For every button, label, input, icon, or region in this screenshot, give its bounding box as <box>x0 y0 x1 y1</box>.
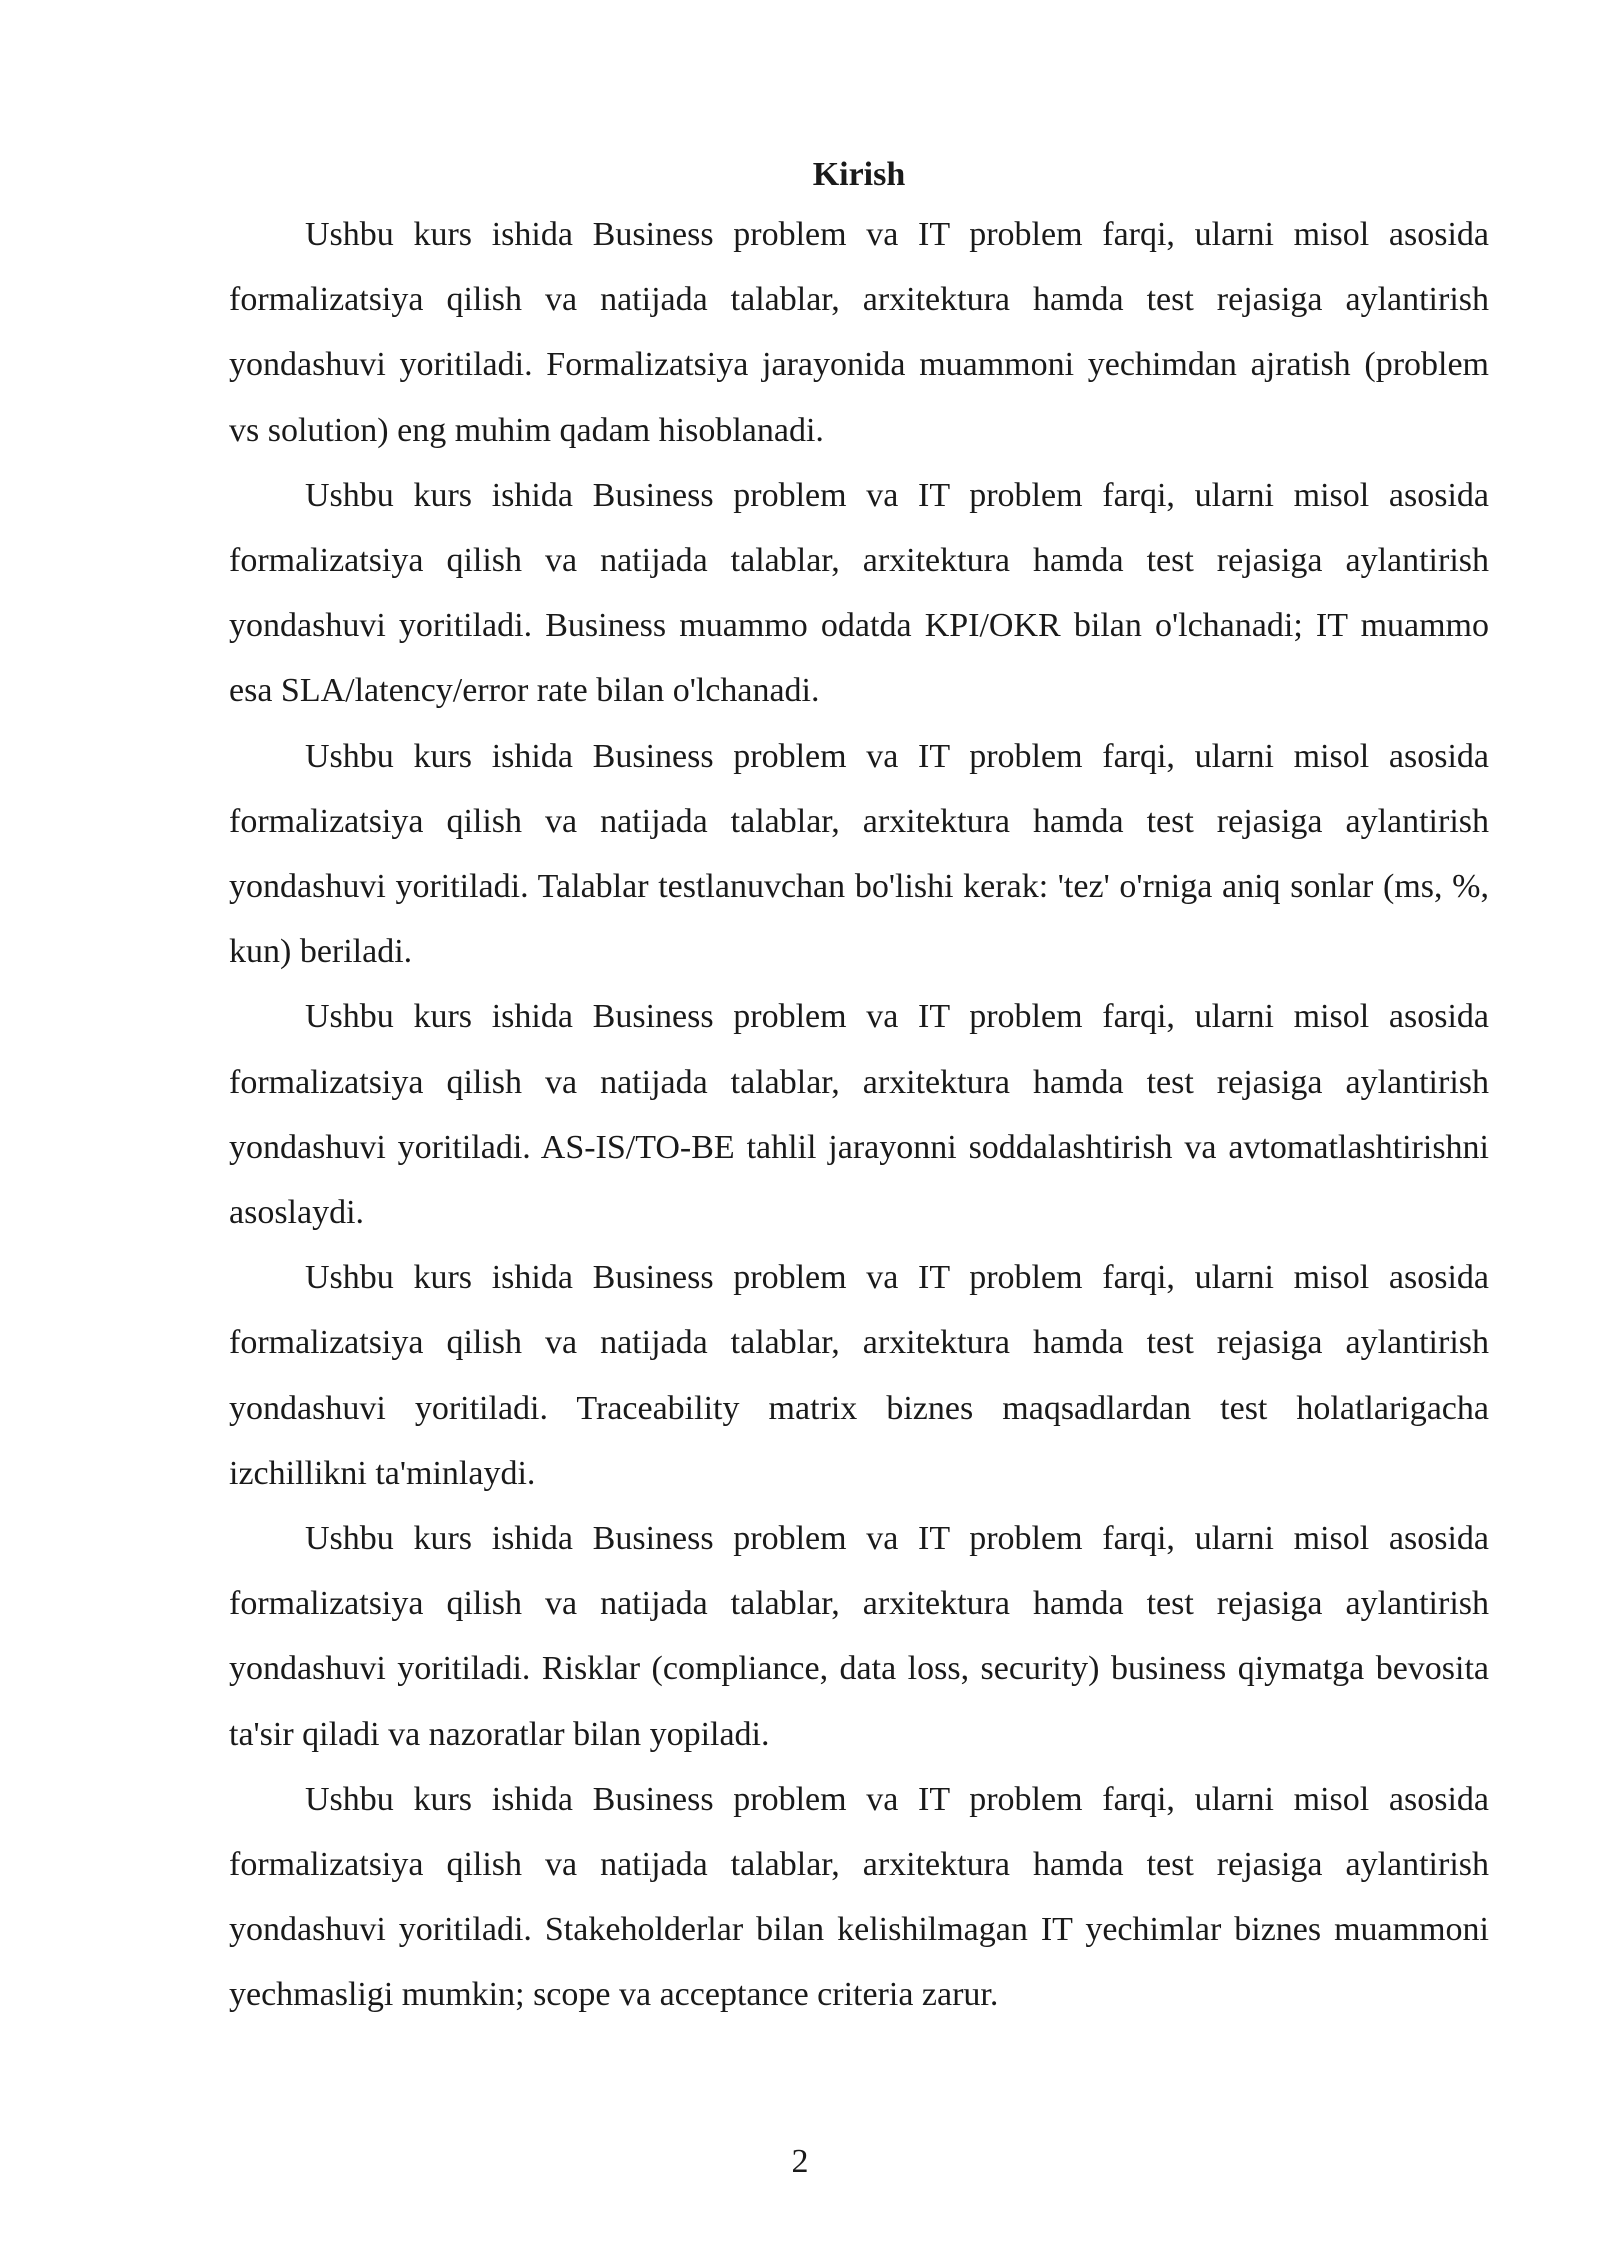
paragraph-3: Ushbu kurs ishida Business problem va IT problem farqi, ularni misol asosida formalizatsiya qilish va natijada talablar, arxitektura hamda test rejasiga aylantirish yondashuvi yoritiladi. Talablar testlanuvchan bo'lishi kerak: 'tez' o'rniga aniq sonlar (ms, %, kun) beriladi. <box>229 737 1489 971</box>
page-body <box>229 148 1489 2028</box>
paragraph-1: Ushbu kurs ishida Business problem va IT problem farqi, ularni misol asosida formalizatsiya qilish va natijada talablar, arxitektura hamda test rejasiga aylantirish yondashuvi yoritiladi. Formalizatsiya jarayonida muammoni yechimdan ajratish (problem vs solution) eng muhim qadam hisoblanadi. <box>229 216 1489 449</box>
paragraph-2: Ushbu kurs ishida Business problem va IT problem farqi, ularni misol asosida formalizatsiya qilish va natijada talablar, arxitektura hamda test rejasiga aylantirish yondashuvi yoritiladi. Business muammo odatda KPI/OKR bilan o'lchanadi; IT muammo esa SLA/latency/error rate bilan o'lchanadi. <box>229 476 1489 710</box>
paragraph-7: Ushbu kurs ishida Business problem va IT problem farqi, ularni misol asosida formalizatsiya qilish va natijada talablar, arxitektura hamda test rejasiga aylantirish yondashuvi yoritiladi. Stakeholderlar bilan kelishilmagan IT yechimlar biznes muammoni yechmasligi mumkin; scope va acceptance criteria zarur. <box>229 1780 1489 2014</box>
section-heading: Kirish <box>812 156 906 193</box>
paragraph-4: Ushbu kurs ishida Business problem va IT problem farqi, ularni misol asosida formalizatsiya qilish va natijada talablar, arxitektura hamda test rejasiga aylantirish yondashuvi yoritiladi. AS-IS/TO-BE tahlil jarayonni soddalashtirish va avtomatlashtirishni asoslaydi. <box>229 998 1489 1232</box>
page-number: 2 <box>791 2143 809 2180</box>
paragraph-6: Ushbu kurs ishida Business problem va IT problem farqi, ularni misol asosida formalizatsiya qilish va natijada talablar, arxitektura hamda test rejasiga aylantirish yondashuvi yoritiladi. Risklar (compliance, data loss, security) business qiymatga bevosita ta'sir qiladi va nazoratlar bilan yopiladi. <box>229 1520 1489 1753</box>
paragraph-5: Ushbu kurs ishida Business problem va IT problem farqi, ularni misol asosida formalizatsiya qilish va natijada talablar, arxitektura hamda test rejasiga aylantirish yondashuvi yoritiladi. Traceability matrix biznes maqsadlardan test holatlarigacha izchillikni ta'minlaydi. <box>229 1259 1489 1492</box>
